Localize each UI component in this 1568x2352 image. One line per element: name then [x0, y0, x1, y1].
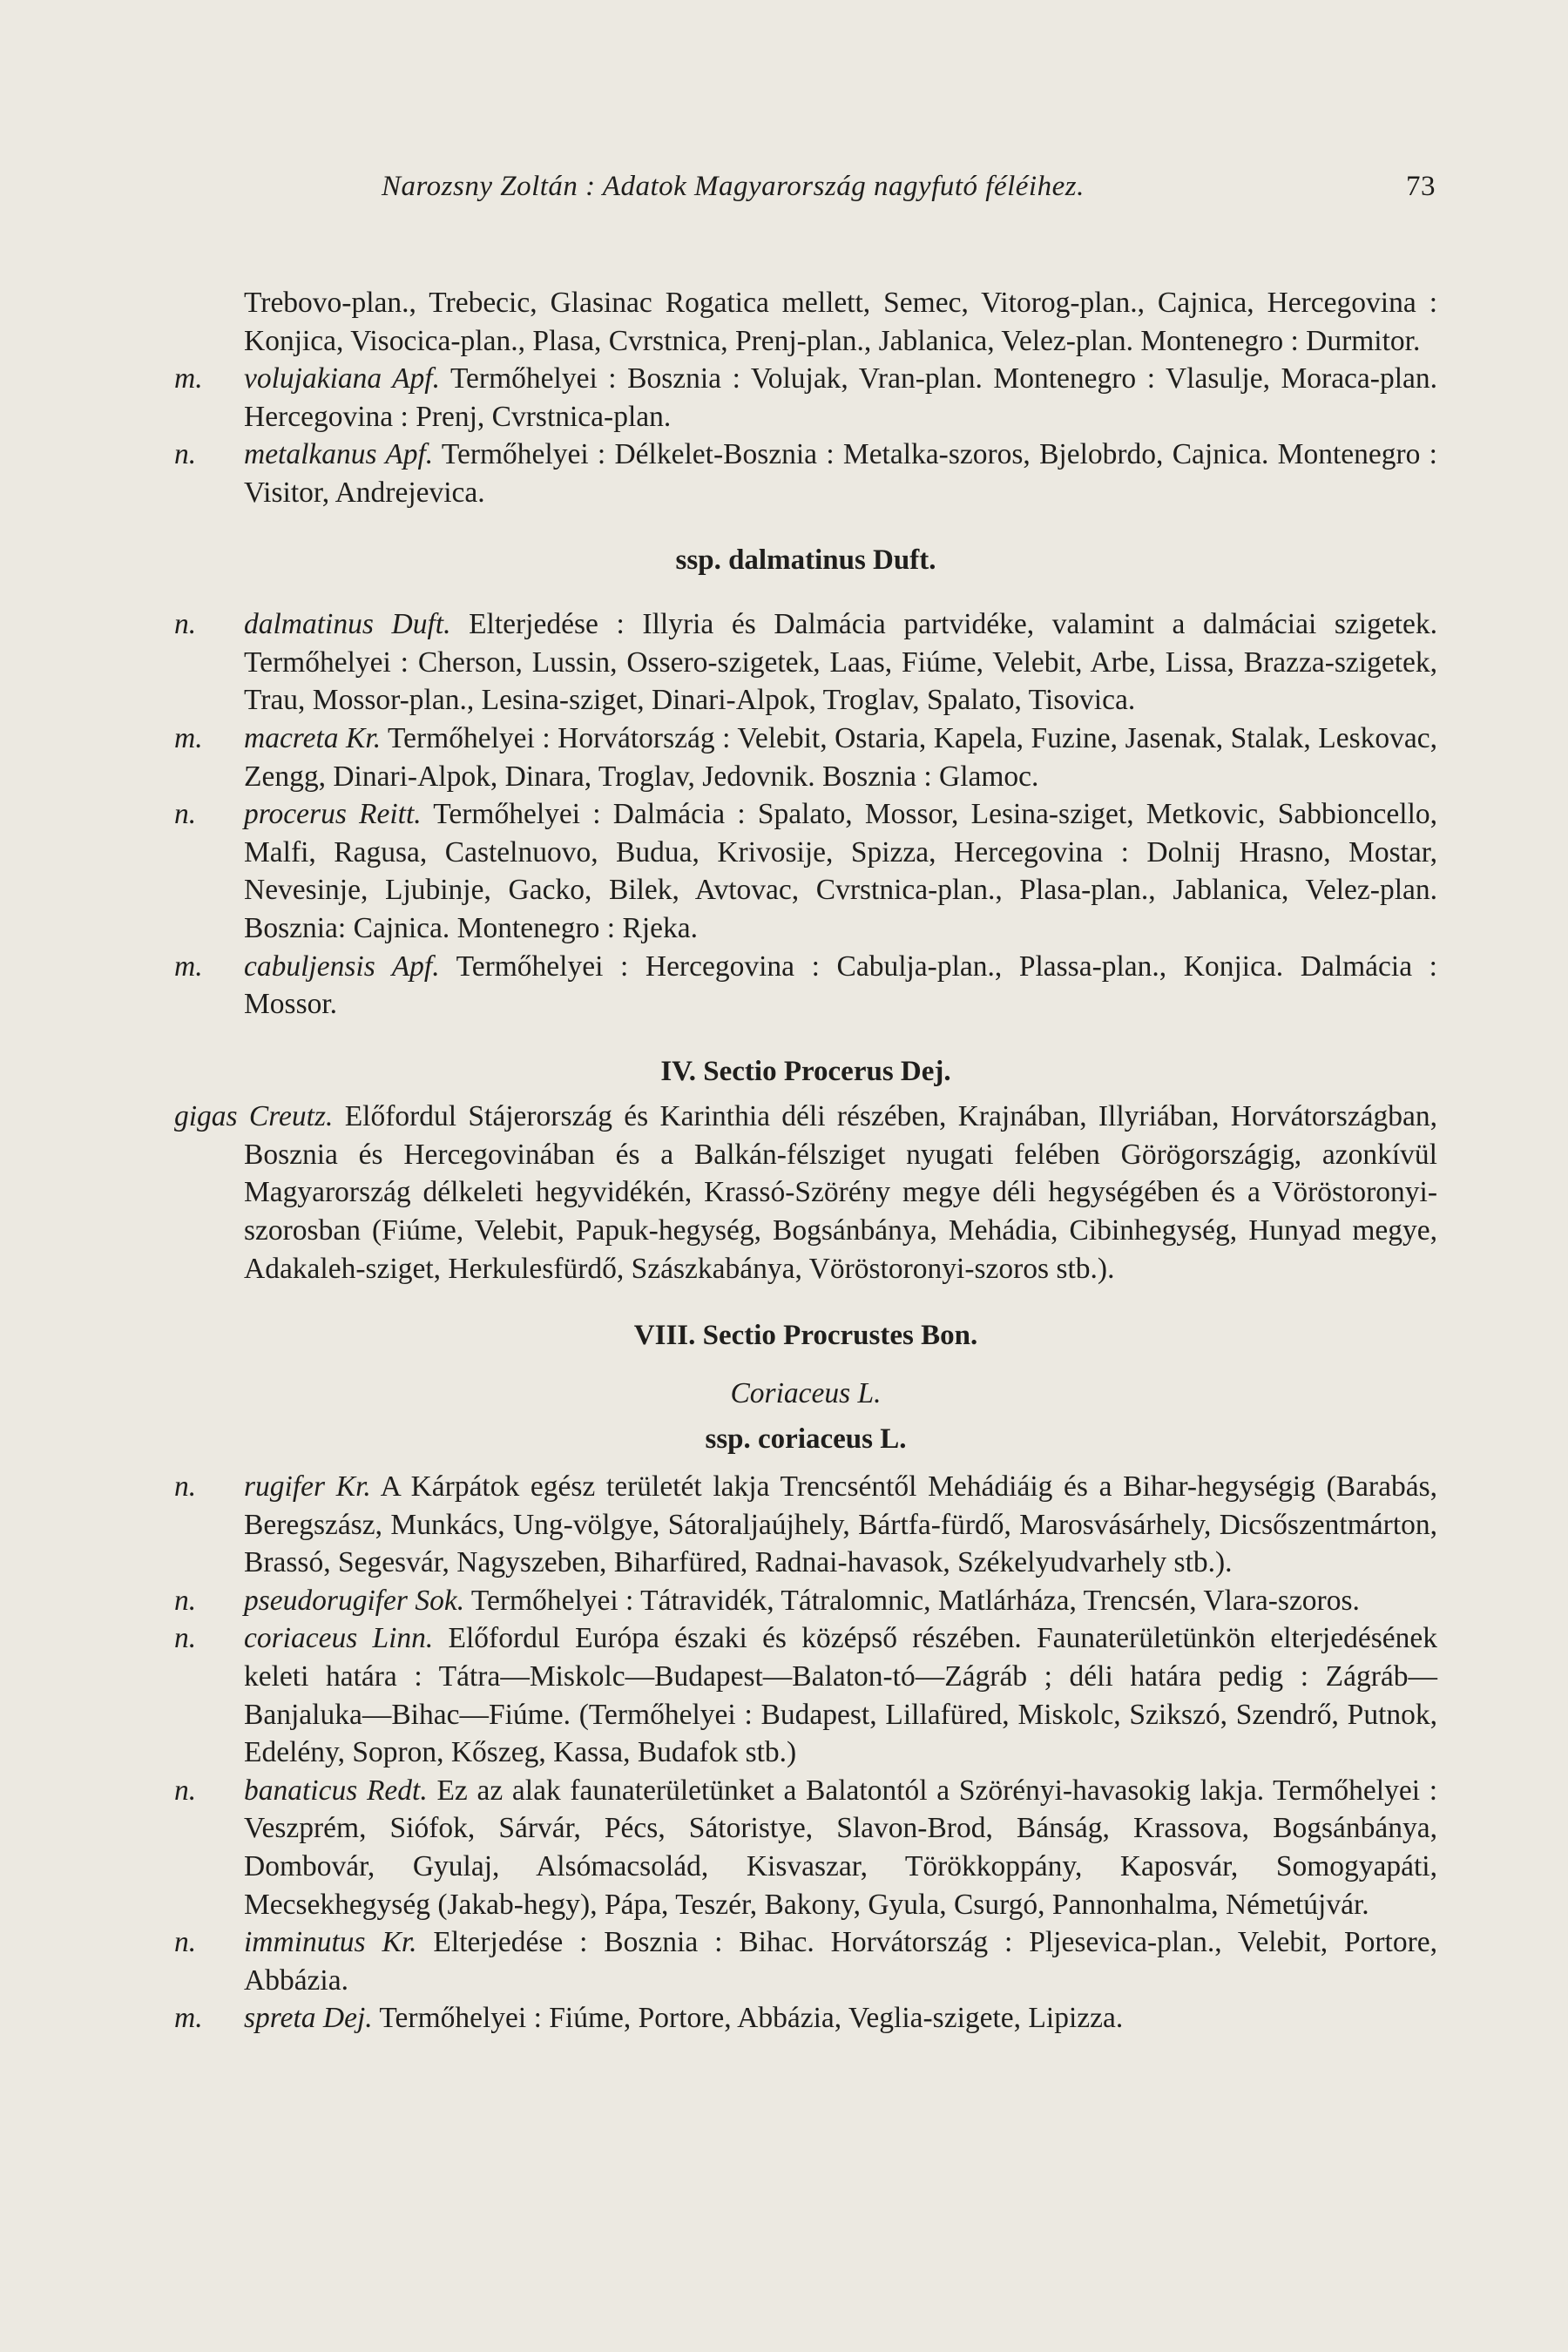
- taxon-entry: [174, 1999, 1437, 2038]
- taxon-entry: [174, 795, 1437, 947]
- taxon-entry: [174, 1098, 1437, 1288]
- taxon-name: spreta Dej.: [244, 2002, 373, 2035]
- taxon-name: cabuljensis Apf.: [244, 950, 440, 983]
- taxon-entry: [174, 948, 1437, 1024]
- rank-label: n.: [174, 1926, 197, 1959]
- taxon-entry: [174, 1582, 1437, 1620]
- taxon-name: macreta Kr.: [244, 721, 382, 754]
- rank-label: n.: [174, 1470, 197, 1504]
- taxon-text: Termőhelyei : Fiúme, Portore, Abbázia, Veglia-szigete, Lipizza.: [379, 2002, 1124, 2035]
- taxon-entry: [174, 436, 1437, 511]
- taxon-name: banaticus Redt.: [244, 1774, 428, 1807]
- taxon-entry: [174, 1923, 1437, 1999]
- taxon-name: imminutus Kr.: [244, 1926, 417, 1959]
- rank-label: m.: [174, 2002, 203, 2035]
- rank-label: n.: [174, 1584, 197, 1617]
- taxon-text: Termőhelyei : Horvátország : Velebit, Ostaria, Kapela, Fuzine, Jasenak, Stalak, Leskovac, Zengg, Dinari-Alpok, Dinara, Troglav, Jedovnik. Bosznia : Glamoc.: [244, 721, 1437, 793]
- page-number: 73: [1406, 171, 1436, 202]
- taxon-text: A Kárpátok egész területét lakja Trencséntől Mehádiáig és a Bihar-hegységig (Barabás, Beregszász, Munkács, Ung-völgye, Sátoraljaújhely, Bártfa-fürdő, Marosvásárhely, Dicsőszentmárton, Brassó, Segesvár, Nagyszeben, Biharfüred, Radnai-havasok, Székelyudvarhely stb.).: [244, 1470, 1437, 1579]
- rank-label: n.: [174, 438, 197, 471]
- rank-label: n.: [174, 608, 197, 641]
- section-heading: ssp. dalmatinus Duft.: [675, 544, 936, 576]
- taxon-text: Termőhelyei : Délkelet-Bosznia : Metalka-szoros, Bjelobrdo, Cajnica. Montenegro : Visitor, Andrejevica.: [244, 438, 1437, 509]
- rank-label: n.: [174, 1622, 197, 1655]
- rank-label: n.: [174, 798, 197, 831]
- taxon-entry: [174, 1468, 1437, 1582]
- taxon-text: Előfordul Európa északi és középső részében. Faunaterületünkön elterjedésének keleti határa : Tátra—Miskolc—Budapest—Balaton-tó—Zágráb ; déli határa pedig : Zágráb—Banjaluka—Bihac—Fiúme. (Termőhelyei : Budapest, Lillafüred, Miskolc, Szikszó, Szendrő, Putnok, Edelény, Sopron, Kőszeg, Kassa, Budafok stb.): [244, 1622, 1437, 1769]
- paragraph-text: Trebovo-plan., Trebecic, Glasinac Rogatica mellett, Semec, Vitorog-plan., Cajnica, Hercegovina : Konjica, Visocica-plan., Plasa, Cvrstnica, Prenj-plan., Jablanica, Velez-plan. Montenegro : Durmitor.: [244, 287, 1437, 357]
- taxon-text: Termőhelyei : Hercegovina : Cabulja-plan., Plassa-plan., Konjica. Dalmácia : Mossor.: [244, 950, 1437, 1021]
- taxon-name: pseudorugifer Sok.: [244, 1584, 465, 1617]
- running-title: Narozsny Zoltán : Adatok Magyarország nagyfutó féléihez.: [382, 171, 1085, 202]
- taxon-text: Ez az alak faunaterületünket a Balatontól a Szörényi-havasokig lakja. Termőhelyei : Veszprém, Siófok, Sárvár, Pécs, Sátoristye, Slavon-Brod, Bánság, Krassova, Bogsánbánya, Dombovár, Gyulaj, Alsómacsolád, Kisvaszar, Törökkoppány, Kaposvár, Somogyapáti, Mecsekhegység (Jakab-hegy), Pápa, Teszér, Bakony, Gyula, Csurgó, Pannonhalma, Németújvár.: [244, 1774, 1437, 1921]
- section-heading: IV. Sectio Procerus Dej.: [660, 1055, 951, 1087]
- running-header: [382, 171, 1436, 214]
- taxon-name: rugifer Kr.: [244, 1470, 371, 1504]
- taxon-name: coriaceus Linn.: [244, 1622, 434, 1655]
- taxon-text: Termőhelyei : Dalmácia : Spalato, Mossor, Lesina-sziget, Metkovic, Sabbioncello, Malfi, Ragusa, Castelnuovo, Budua, Krivosije, Spizza, Hercegovina : Dolnij Hrasno, Mostar, Nevesinje, Ljubinje, Gacko, Bilek, Avtovac, Cvrstnica-plan., Plasa-plan., Jablanica, Velez-plan. Bosznia: Cajnica. Montenegro : Rjeka.: [244, 798, 1438, 944]
- taxon-name: volujakiana Apf.: [244, 362, 440, 395]
- taxon-entry: [174, 1772, 1437, 1923]
- taxon-text: Elterjedése : Illyria és Dalmácia partvidéke, valamint a dalmáciai szigetek. Termőhelyei : Cherson, Lussin, Ossero-szigetek, Laas, Fiúme, Velebit, Arbe, Lissa, Brazza-szigetek, Trau, Mossor-plan., Lesina-sziget, Dinari-Alpok, Troglav, Spalato, Tisovica.: [244, 608, 1437, 717]
- taxon-text: Termőhelyei : Bosznia : Volujak, Vran-plan. Montenegro : Vlasulje, Moraca-plan. Hercegovina : Prenj, Cvrstnica-plan.: [244, 362, 1438, 433]
- taxon-entry: [174, 720, 1437, 795]
- rank-label: m.: [174, 950, 203, 983]
- rank-label: n.: [174, 1774, 197, 1807]
- taxon-entry: [174, 1619, 1437, 1771]
- taxon-text: Elterjedése : Bosznia : Bihac. Horvátország : Pljesevica-plan., Velebit, Portore, Abbázia.: [244, 1926, 1438, 1997]
- rank-label: m.: [174, 721, 203, 754]
- rank-label: m.: [174, 362, 203, 395]
- taxon-entry: [174, 605, 1437, 720]
- taxon-name: procerus Reitt.: [244, 798, 422, 831]
- section-heading: VIII. Sectio Procrustes Bon.: [633, 1320, 978, 1352]
- page-body: [174, 284, 1437, 2038]
- taxon-name: dalmatinus Duft.: [244, 608, 451, 641]
- taxon-entry: [174, 360, 1437, 436]
- continued-paragraph: [174, 284, 1437, 360]
- taxon-text: Előfordul Stájerország és Karinthia déli részében, Krajnában, Illyriában, Horvátországban, Bosznia és Hercegovinában és a Balkán-félsziget nyugati felében Görögországig, azonkívül Magyarország délkeleti hegyvidékén, Krassó-Szörény megye déli hegységében és a Vöröstoronyi-szorosban (Fiúme, Velebit, Papuk-hegység, Bogsánbánya, Mehádia, Cibinhegység, Hunyad megye, Adakaleh-sziget, Herkulesfürdő, Szászkabánya, Vöröstoronyi-szoros stb.).: [244, 1100, 1437, 1285]
- subspecies-heading: ssp. coriaceus L.: [705, 1423, 907, 1456]
- taxon-name: gigas Creutz.: [174, 1100, 334, 1133]
- taxon-text: Termőhelyei : Tátravidék, Tátralomnic, Matlárháza, Trencsén, Vlara-szoros.: [470, 1584, 1360, 1617]
- taxon-name: metalkanus Apf.: [244, 438, 434, 471]
- genus-heading: Coriaceus L.: [730, 1376, 882, 1409]
